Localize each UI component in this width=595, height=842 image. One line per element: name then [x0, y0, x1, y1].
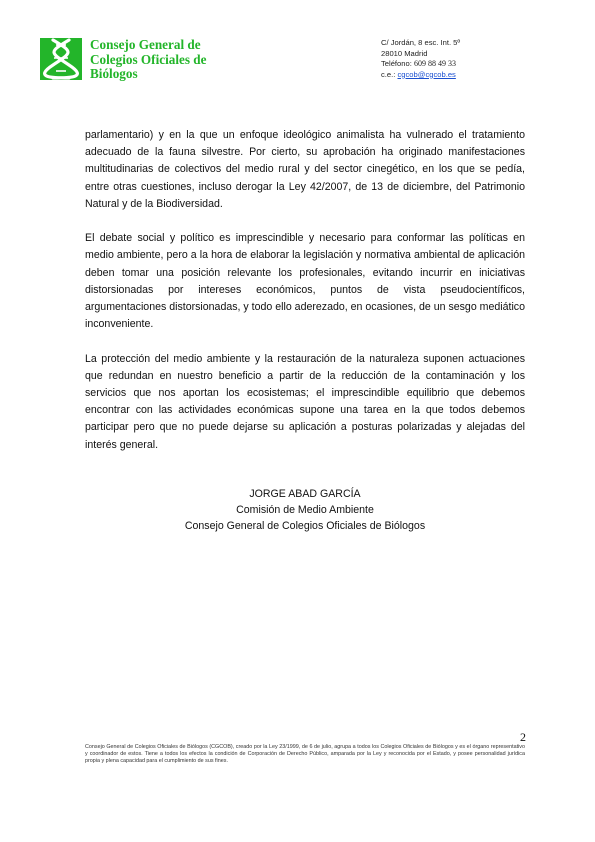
phone-label: Teléfono:	[381, 59, 412, 69]
email-link[interactable]: cgcob@cgcob.es	[397, 69, 456, 79]
contact-block	[381, 38, 561, 80]
signer-role: Comisión de Medio Ambiente	[236, 504, 374, 516]
org-name-line-1: Consejo General de	[90, 37, 201, 52]
org-name-line-3: Biólogos	[90, 66, 138, 81]
body-paragraph-3: La protección del medio ambiente y la restauración de la naturaleza suponen actuaciones que redundan en nuestro beneficio a partir de la reducción de la contaminación y los servicios que nos aportan los ecosistemas; el imprescindible equilibrio que debemos encontrar con las actividades económicas supone una tarea en la que todos debemos participar pero que no puede dejarse su aplicación a posturas polarizadas y alejadas del interés general.	[85, 352, 525, 451]
address-line-1: C/ Jordán, 8 esc. Int. 5º	[381, 38, 461, 47]
phone-line	[381, 59, 561, 70]
dna-helix-icon	[40, 38, 82, 80]
letter-body	[85, 127, 525, 471]
footer-legal-text: Consejo General de Colegios Oficiales de Biólogos (CGCOB), creado por la Ley 23/1999, de 6 de julio, agrupa a todos los Colegios Oficiales de Biólogos y es el órgano representativo y coordinador de estos. Tiene a todos los efectos la condición de Corporación de Derecho Público, amparada por la Ley y reconocida por el Estado, y posee personalidad jurídica propia y plena capacidad para el cumplimiento de sus fines.	[85, 744, 525, 765]
email-label: c.e.:	[381, 69, 396, 79]
organization-name	[90, 38, 280, 82]
body-paragraph-1: parlamentario) y en la que un enfoque ideológico animalista ha vulnerado el tratamiento adecuado de la fauna silvestre. Por cierto, su aprobación ha originado manifestaciones multitudinarias de colectivos del medio rural y del sector cinegético, en los que se pedía, entre otras cuestiones, incluso derogar la Ley 42/2007, de 13 de diciembre, del Patrimonio Natural y de la Biodiversidad.	[85, 129, 525, 210]
org-name-line-2: Colegios Oficiales de	[90, 51, 207, 67]
phone-number: 609 88 49 33	[413, 59, 456, 69]
signature-block	[85, 486, 525, 534]
email-line	[381, 70, 561, 81]
address-line-2: 28010 Madrid	[381, 48, 428, 58]
page-number: 2	[520, 730, 526, 744]
signer-organization: Consejo General de Colegios Oficiales de Biólogos	[184, 520, 426, 532]
signer-name: JORGE ABAD GARCÍA	[249, 488, 361, 500]
body-paragraph-2: El debate social y político es imprescindible y necesario para conformar las políticas en medio ambiente, pero a la hora de elaborar la legislación y normativa ambiental de aplicación deben tomar una posición relevante los profesionales, evitando incurrir en iniciativas distorsionadas por intereses económicos, puntos de vista pseudocientíficos, argumentaciones distorsionadas, y todo ello aderezado, en ocasiones, de un sesgo mediático inconveniente.	[85, 232, 525, 331]
